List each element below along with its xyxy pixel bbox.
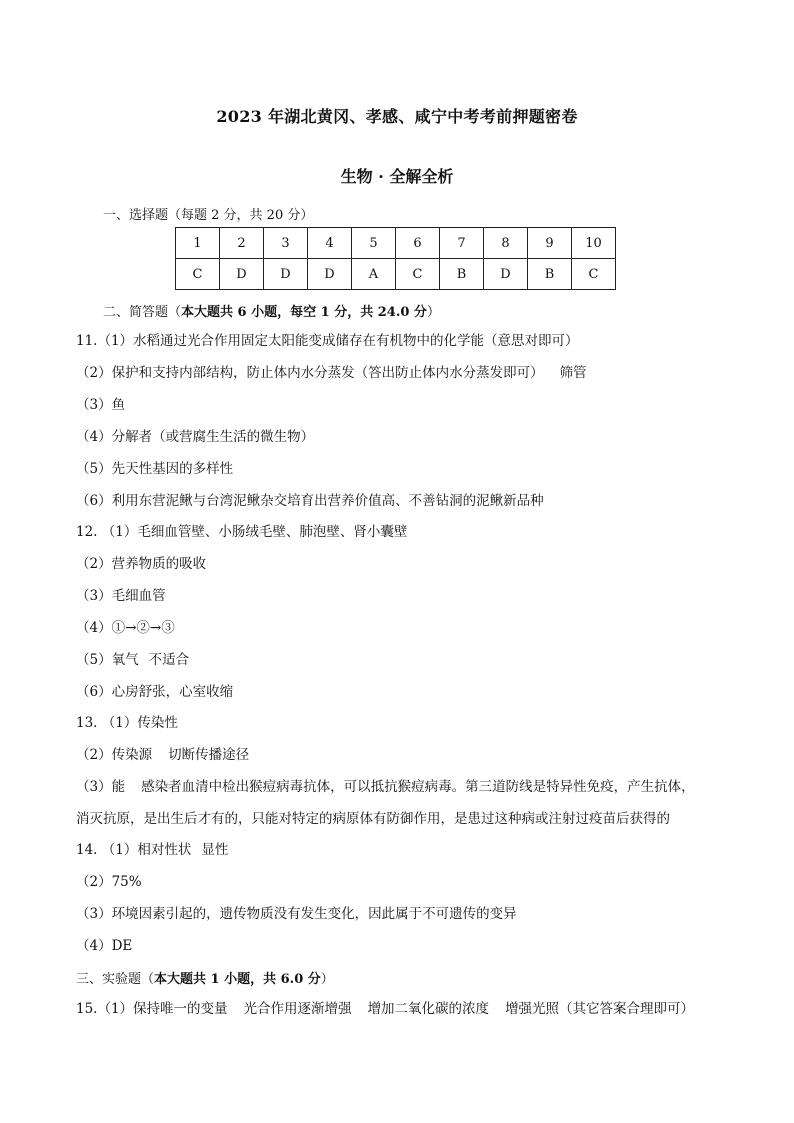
q12-line-2: （2）营养物质的吸收 xyxy=(76,556,207,572)
q15-part-d: 增强光照（其它答案合理即可） xyxy=(505,1001,695,1017)
table-cell-number: 6 xyxy=(396,228,440,259)
q11-line-2-part-b: 筛管 xyxy=(559,365,587,381)
q12-line-3: （3）毛细血管 xyxy=(76,588,166,604)
table-cell-answer: D xyxy=(264,259,308,290)
q15-part-b: 光合作用逐渐增强 xyxy=(243,1001,352,1017)
q13-line-4: 消灭抗原，是出生后才有的，只能对特定的病原体有防御作用，是患过这种病或注射过疫苗后获得的 xyxy=(76,811,670,827)
q13-line-2-part-a: （2）传染源 xyxy=(76,747,153,763)
table-cell-number: 2 xyxy=(220,228,264,259)
q14-line-1 xyxy=(76,841,228,859)
q13-line-2-part-b: 切断传播途径 xyxy=(168,747,250,763)
q12-line-4: （4）①→②→③ xyxy=(76,620,175,636)
q15-part-a: 15.（1）保持唯一的变量 xyxy=(76,1001,228,1017)
table-cell-answer: A xyxy=(352,259,396,290)
table-cell-answer: C xyxy=(396,259,440,290)
table-cell-number: 10 xyxy=(572,228,616,259)
q12-line-1: 12. （1）毛细血管壁、小肠绒毛壁、肺泡壁、肾小囊壁 xyxy=(76,524,408,540)
q11-line-3: （3）鱼 xyxy=(76,397,126,413)
section3-heading xyxy=(76,968,334,987)
q15-part-c: 增加二氧化碳的浓度 xyxy=(367,1001,490,1017)
table-cell-answer: D xyxy=(484,259,528,290)
table-cell-number: 5 xyxy=(352,228,396,259)
q13-line-2 xyxy=(76,746,249,764)
q12-line-5-part-b: 不适合 xyxy=(148,652,190,668)
q13-line-3-part-a: （3）能 xyxy=(76,779,126,795)
q15-line-1 xyxy=(76,1000,694,1018)
q12-line-6: （6）心房舒张，心室收缩 xyxy=(76,684,234,700)
q11-line-1: 11.（1）水稻通过光合作用固定太阳能变成储存在有机物中的化学能（意思对即可） xyxy=(76,333,579,349)
q14-line-3: （3）环境因素引起的，遗传物质没有发生变化，因此属于不可遗传的变异 xyxy=(76,906,517,922)
q13-line-1: 13. （1）传染性 xyxy=(76,715,178,731)
table-cell-number: 7 xyxy=(440,228,484,259)
section3-heading-suffix: ） xyxy=(320,972,334,987)
section1-heading: 一、选择题（每题 2 分，共 20 分） xyxy=(103,208,314,223)
table-cell-number: 3 xyxy=(264,228,308,259)
answer-table-number-row xyxy=(176,228,616,259)
section2-heading xyxy=(103,301,440,320)
q13-line-3-part-b: 感染者血清中检出猴痘病毒抗体，可以抵抗猴痘病毒。第三道防线是特异性免疫，产生抗体， xyxy=(141,779,695,795)
q11-line-4: （4）分解者（或营腐生生活的微生物） xyxy=(76,429,315,445)
table-cell-answer: C xyxy=(572,259,616,290)
table-cell-answer: D xyxy=(220,259,264,290)
table-cell-answer: D xyxy=(308,259,352,290)
q11-line-2 xyxy=(76,364,587,382)
q11-line-6: （6）利用东营泥鳅与台湾泥鳅杂交培育出营养价值高、不善钻洞的泥鳅新品种 xyxy=(76,493,544,509)
section2-heading-bold: 本大题共 6 小题，每空 1 分，共 24.0 分 xyxy=(181,305,427,320)
section3-heading-bold: 本大题共 1 小题，共 6.0 分 xyxy=(154,972,321,987)
q11-line-5: （5）先天性基因的多样性 xyxy=(76,461,234,477)
section2-heading-suffix: ） xyxy=(426,305,440,320)
answer-table-answer-row xyxy=(176,259,616,290)
table-cell-number: 8 xyxy=(484,228,528,259)
document-title: 2023 年湖北黄冈、孝感、咸宁中考考前押题密卷 xyxy=(216,107,578,126)
table-cell-answer: B xyxy=(440,259,484,290)
q14-line-2: （2）75% xyxy=(76,874,142,890)
table-cell-answer: C xyxy=(176,259,220,290)
table-cell-number: 4 xyxy=(308,228,352,259)
q12-line-5-part-a: （5）氧气 xyxy=(76,652,139,668)
table-cell-number: 1 xyxy=(176,228,220,259)
q14-line-1-part-a: 14. （1）相对性状 xyxy=(76,842,192,858)
q13-line-3 xyxy=(76,778,695,796)
q12-line-5 xyxy=(76,651,189,669)
section2-heading-prefix: 二、简答题（ xyxy=(103,305,182,320)
table-cell-number: 9 xyxy=(528,228,572,259)
section3-heading-prefix: 三、实验题（ xyxy=(76,972,155,987)
answer-table xyxy=(175,227,616,290)
q11-line-2-part-a: （2）保护和支持内部结构，防止体内水分蒸发（答出防止体内水分蒸发即可） xyxy=(76,365,544,381)
q14-line-1-part-b: 显性 xyxy=(201,842,229,858)
table-cell-answer: B xyxy=(528,259,572,290)
document-subtitle: 生物 · 全解全析 xyxy=(340,167,454,186)
q14-line-4: （4）DE xyxy=(76,938,133,954)
